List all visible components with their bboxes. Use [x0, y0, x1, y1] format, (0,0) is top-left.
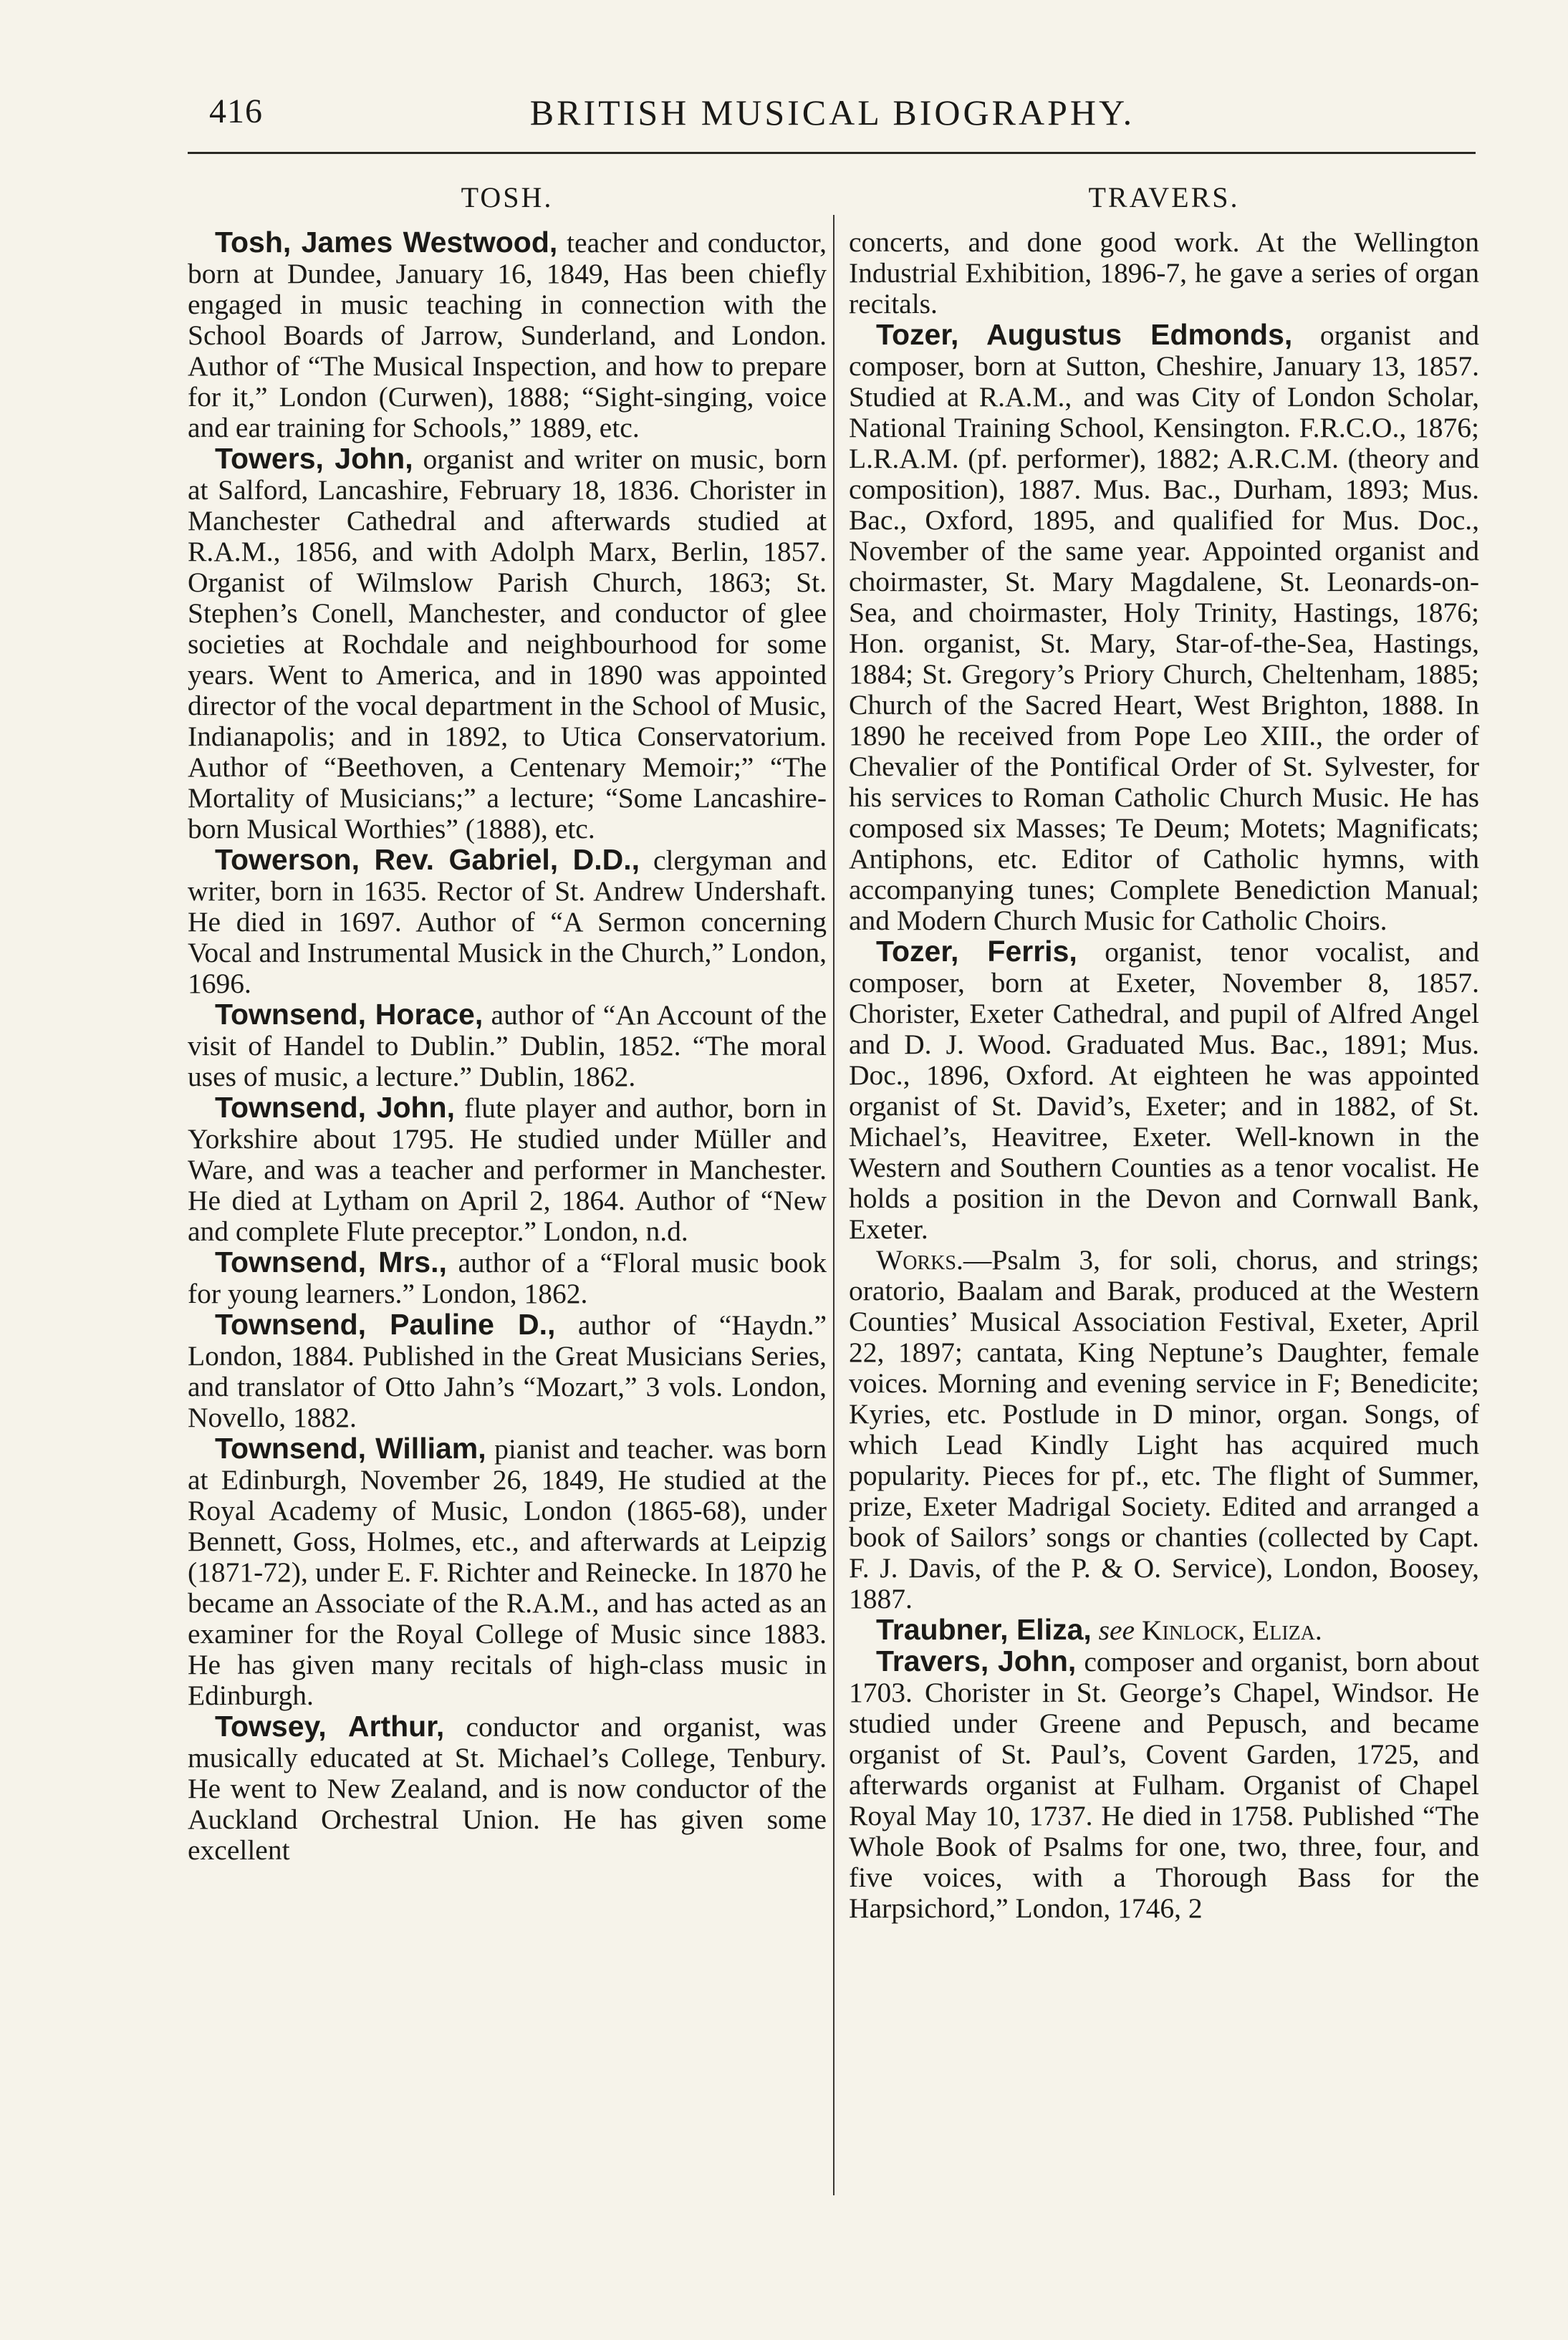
entry-headword: Towsey, Arthur, [215, 1710, 445, 1743]
entry-headword: Tosh, James Westwood, [215, 226, 558, 259]
entry-tozer-augustus [849, 319, 1479, 936]
entry-towers [188, 443, 827, 844]
catchword-left: TOSH. [461, 181, 554, 213]
right-column [849, 175, 1479, 1924]
entry-townsend-pauline [188, 1309, 827, 1433]
entry-headword: Tozer, Augustus Edmonds, [876, 318, 1293, 351]
entry-townsend-john [188, 1092, 827, 1247]
continuation-text: concerts, and done good work. At the Wellington Industrial Exhibition, 1896-7, he gave a series of organ recitals. [849, 226, 1479, 319]
entry-towsey [188, 1711, 827, 1866]
page-number: 416 [209, 92, 263, 130]
entry-headword: Towerson, Rev. Gabriel, D.D., [215, 843, 640, 876]
entry-tozer-ferris [849, 936, 1479, 1614]
entry-text: conductor and organist, was musically educated at St. Michael’s College, Tenbury. He went to New Zealand, and is now conductor of the Auckland Orchestral Union. He has given some excellent [188, 1711, 827, 1866]
column-divider [833, 215, 834, 2195]
entry-text: teacher and conductor, born at Dundee, January 16, 1849, Has been chiefly engaged in music teaching in connection with the School Boards of Jarrow, Sunderland, and London. Author of “The Musical Inspection, and how to prepare for it,” London (Curwen), 1888; “Sight-singing, voice and ear training for Schools,” 1889, etc. [188, 227, 827, 443]
entry-text: author of a “Floral music book for young learners.” London, 1862. [188, 1247, 827, 1309]
entry-text: organist, tenor vocalist, and composer, born at Exeter, November 8, 1857. Chorister, Exeter Cathedral, and pupil of Alfred Angel and D. J. Wood. Graduated Mus. Bac., 1891; Mus. Doc., 1896, Oxford. At eighteen he was appointed organist of St. David’s, Exeter; and in 1882, of St. Michael’s, Heavitree, Exeter. Well-known in the Western and Southern Counties as a tenor vocalist. He holds a position in the Devon and Cornwall Bank, Exeter. [849, 936, 1480, 1245]
cross-reference: Kinlock, Eliza. [1141, 1614, 1322, 1646]
entry-townsend-mrs [188, 1247, 827, 1309]
entry-text: composer and organist, born about 1703. Chorister in St. George’s Chapel, Windsor. He studied under Greene and Pepusch, and became organist of St. Paul’s, Covent Garden, 1725, and afterwards organist at Fulham. Organist of Chapel Royal May 10, 1737. He died in 1758. Published “The Whole Book of Psalms for one, two, three, four, and five voices, with a Thorough Bass for the Harpsichord,” London, 1746, 2 [849, 1646, 1479, 1924]
works-label: Works. [876, 1244, 963, 1276]
entry-headword: Tozer, Ferris, [876, 935, 1077, 968]
entry-continuation [849, 227, 1479, 319]
entry-headword: Townsend, Mrs., [215, 1246, 447, 1279]
entry-headword: Townsend, William, [215, 1432, 486, 1465]
entry-text: organist and writer on music, born at Salford, Lancashire, February 18, 1836. Chorister in Manchester Cathedral and afterwards studied at R.A.M., 1856, and with Adolph Marx, Berlin, 1857. Organist of Wilmslow Parish Church, 1863; St. Stephen’s Conell, Manchester, and conductor of glee societies at Rochdale and neighbourhood for some years. Went to America, and in 1890 was appointed director of the vocal department in the School of Music, Indianapolis; and in 1892, to Utica Conservatorium. Author of “Beethoven, a Centenary Memoir;” “The Mortality of Musicians;” a lecture; “Some Lancashire-born Musical Worthies” (1888), etc. [188, 443, 827, 844]
entry-headword: Townsend, John, [215, 1091, 455, 1124]
left-column [188, 175, 827, 1866]
entry-headword: Travers, John, [876, 1645, 1077, 1677]
page-header [188, 92, 1477, 142]
entry-text: author of “An Account of the visit of Handel to Dublin.” Dublin, 1852. “The moral uses of music, a lecture.” Dublin, 1862. [188, 999, 827, 1092]
see-reference: see [1098, 1614, 1135, 1646]
entry-tosh [188, 227, 827, 443]
works-text: —Psalm 3, for soli, chorus, and strings; oratorio, Baalam and Barak, produced at the Western Counties’ Musical Association Festival, Exeter, April 22, 1897; cantata, King Neptune’s Daughter, female voices. Morning and evening service in F; Benedicite; Kyries, etc. Postlude in D minor, organ. Songs, of which Lead Kindly Light has acquired much popularity. Pieces for pf., etc. The flight of Summer, prize, Exeter Madrigal Society. Edited and arranged a book of Sailors’ songs or chanties (collected by Capt. F. J. Davis, of the P. & O. Service), London, Boosey, 1887. [849, 1244, 1479, 1614]
entry-headword: Townsend, Pauline D., [215, 1308, 556, 1341]
entry-text: author of “Haydn.” London, 1884. Published in the Great Musicians Series, and translator of Otto Jahn’s “Mozart,” 3 vols. London, Novello, 1882. [188, 1309, 827, 1433]
entry-traubner [849, 1614, 1479, 1646]
catchword-right: TRAVERS. [1088, 181, 1240, 213]
entry-townsend-william [188, 1433, 827, 1711]
entry-travers [849, 1646, 1479, 1924]
entry-headword: Towers, John, [215, 442, 413, 475]
entry-text: clergyman and writer, born in 1635. Rector of St. Andrew Undershaft. He died in 1697. Author of “A Sermon concerning Vocal and Instrumental Musick in the Church,” London, 1696. [188, 844, 827, 999]
header-rule [188, 152, 1476, 154]
entry-text: organist and composer, born at Sutton, Cheshire, January 13, 1857. Studied at R.A.M., and was City of London Scholar, National Training School, Kensington. F.R.C.O., 1876; L.R.A.M. (pf. performer), 1882; A.R.C.M. (theory and composition), 1887. Mus. Bac., Durham, 1893; Mus. Bac., Oxford, 1895, and qualified for Mus. Doc., November of the same year. Appointed organist and choirmaster, St. Mary Magdalene, St. Leonards-on-Sea, and choirmaster, Holy Trinity, Hastings, 1876; Hon. organist, St. Mary, Star-of-the-Sea, Hastings, 1884; St. Gregory’s Priory Church, Cheltenham, 1885; Church of the Sacred Heart, West Brighton, 1888. In 1890 he received from Pope Leo XIII., the order of Chevalier of the Pontifical Order of St. Sylvester, for his services to Roman Catholic Church Music. He has composed six Masses; Te Deum; Motets; Magnificats; Antiphons, etc. Editor of Catholic hymns, with accompanying tunes; Complete Benediction Manual; and Modern Church Music for Catholic Choirs. [849, 319, 1479, 936]
running-title: BRITISH MUSICAL BIOGRAPHY. [529, 92, 1135, 133]
entry-headword: Townsend, Horace, [215, 998, 484, 1031]
entry-townsend-horace [188, 999, 827, 1092]
entry-text: pianist and teacher. was born at Edinburgh, November 26, 1849, He studied at the Royal Academy of Music, London (1865-68), under Bennett, Goss, Holmes, etc., and afterwards at Leipzig (1871-72), under E. F. Richter and Reinecke. In 1870 he became an Associate of the R.A.M., and has acted as an examiner for the Royal College of Music since 1883. He has given many recitals of high-class music in Edinburgh. [188, 1433, 827, 1711]
entry-text: flute player and author, born in Yorkshire about 1795. He studied under Müller and Ware, and was a teacher and performer in Manchester. He died at Lytham on April 2, 1864. Author of “New and complete Flute preceptor.” London, n.d. [188, 1092, 827, 1247]
entry-headword: Traubner, Eliza, [876, 1613, 1092, 1646]
entry-towerson [188, 844, 827, 999]
